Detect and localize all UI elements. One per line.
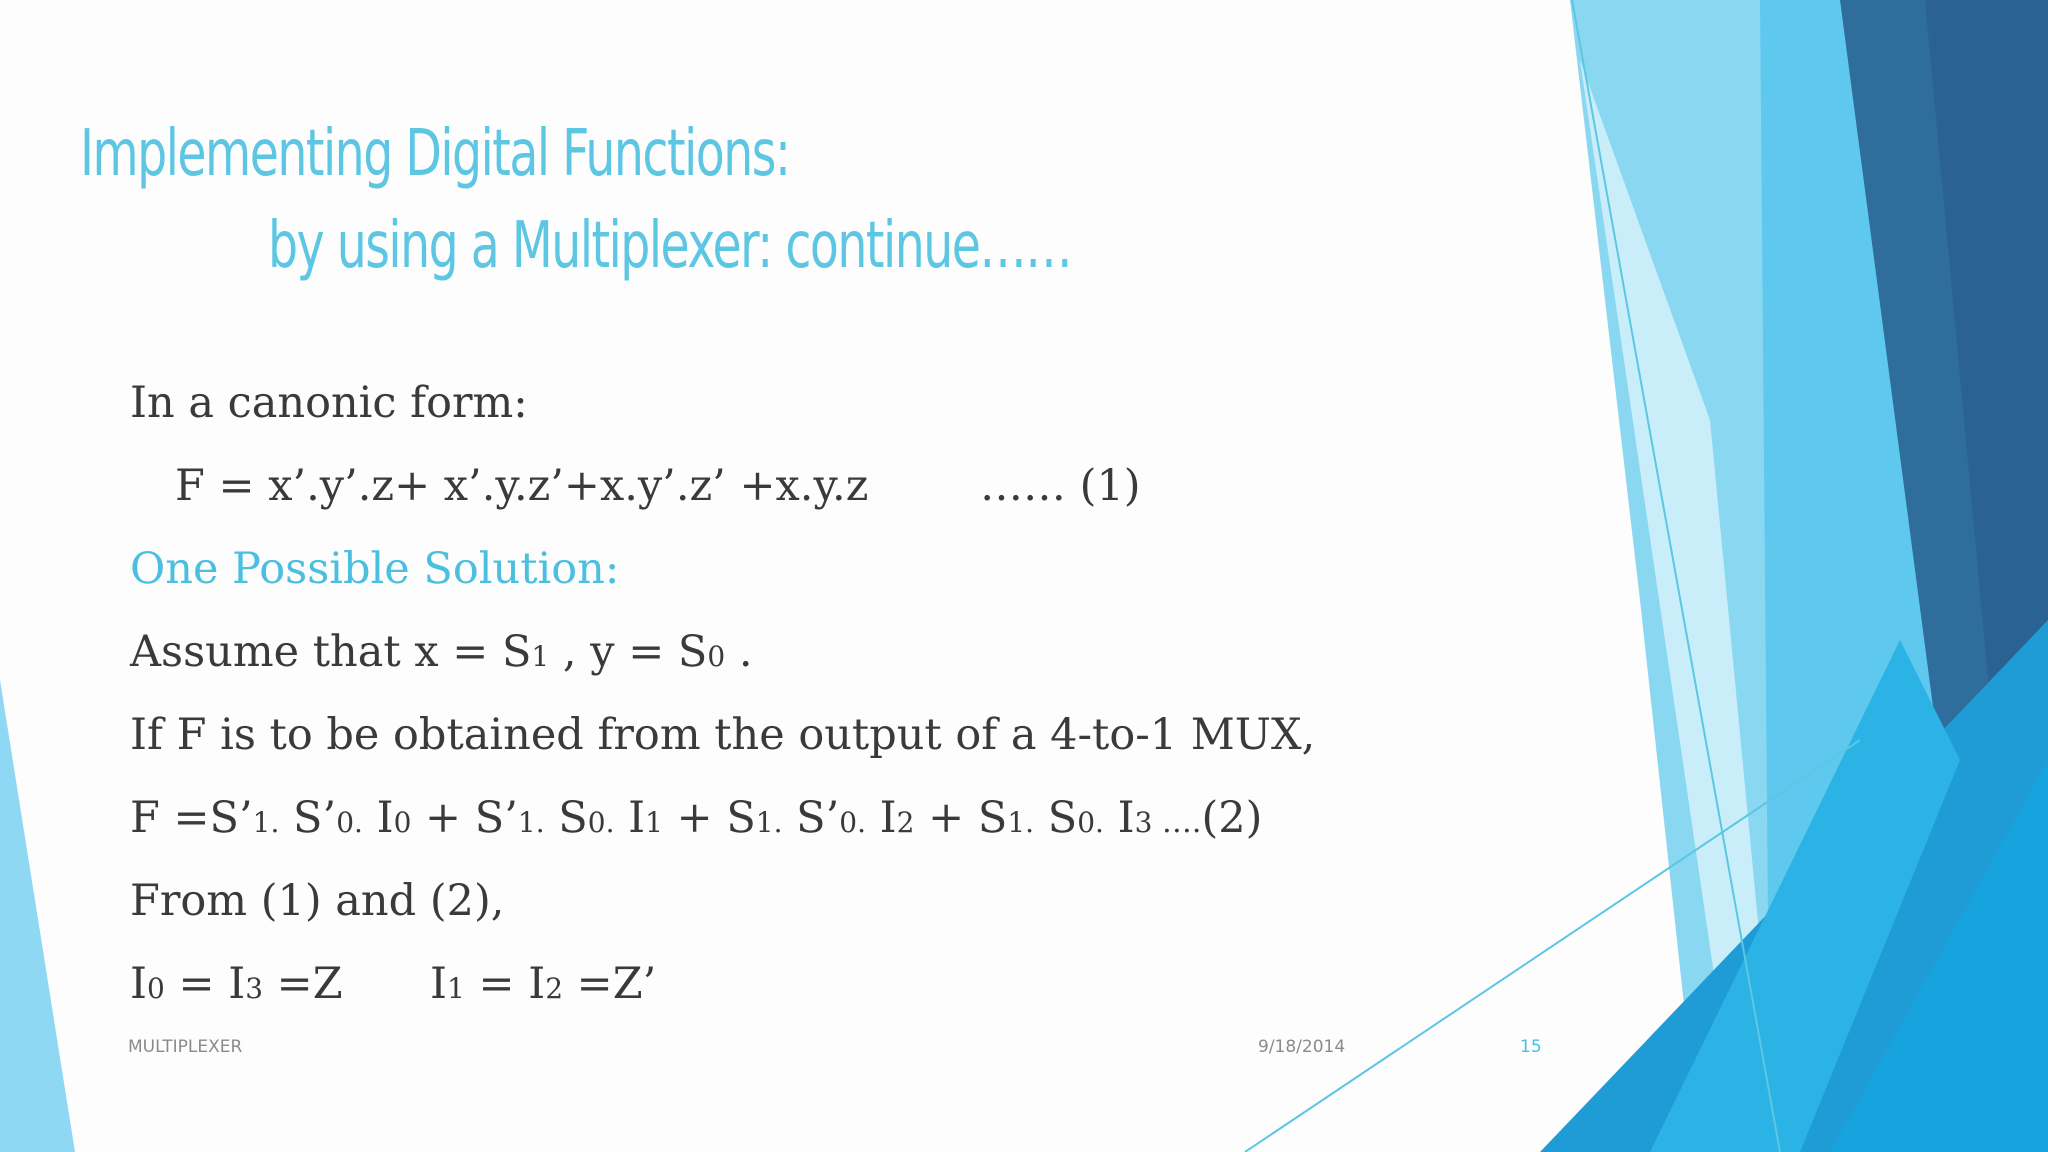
equation-ref-1: …… (1): [980, 461, 1141, 511]
canonic-form-label: In a canonic form:: [130, 378, 528, 428]
slide-title-line-1: Implementing Digital Functions:: [80, 117, 790, 191]
slide-title-line-2: by using a Multiplexer: continue……: [268, 209, 1072, 283]
left-accent-shape: [0, 680, 75, 1152]
canonic-equation: F = x’.y’.z+ x’.y.z’+x.y’.z’ +x.y.z: [175, 461, 869, 511]
footer-title: MULTIPLEXER: [128, 1037, 243, 1057]
input-assignment-b: I1 = I2 =Z’: [430, 959, 657, 1009]
input-assignment-a: I0 = I3 =Z: [130, 959, 343, 1009]
assumption-line: Assume that x = S1 , y = S0 .: [130, 627, 753, 677]
footer-date: 9/18/2014: [1258, 1037, 1346, 1057]
mux-output-statement: If F is to be obtained from the output of a 4-to-1 MUX,: [130, 710, 1316, 760]
solution-heading: One Possible Solution:: [130, 544, 620, 594]
from-statement: From (1) and (2),: [130, 876, 505, 926]
mux-equation: F =S’1. S’0. I0 + S’1. S0. I1 + S1. S’0. I2 + S1. S0. I3 ….(2): [130, 793, 1263, 843]
slide-number: 15: [1520, 1037, 1542, 1057]
